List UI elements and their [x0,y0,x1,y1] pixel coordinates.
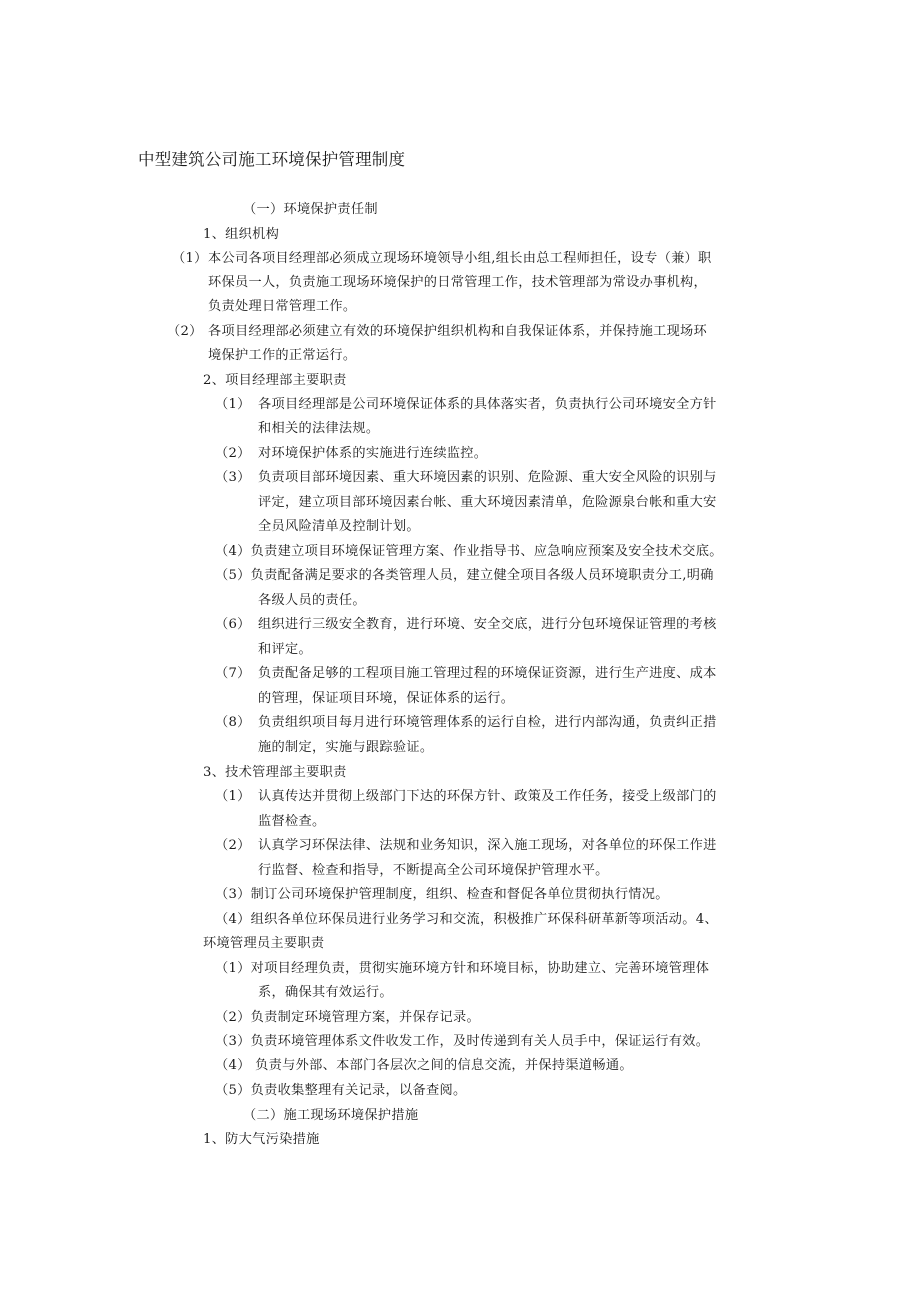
paragraph-line: （5）负责收集整理有关记录，以备查阅。 [215,1083,467,1098]
paragraph-line: 环保员一人，负责施工现场环境保护的日常管理工作，技术管理部为常设办事机构， [208,275,708,290]
page-title: 中型建筑公司施工环境保护管理制度 [138,150,406,169]
paragraph-line: （4）负责建立项目环境保证管理方案、作业指导书、应急响应预案及安全技术交底。 [215,544,723,559]
paragraph-line: 各项目经理部必须建立有效的环境保护组织机构和自我保证体系，并保持施工现场环 [208,324,708,339]
paragraph-line: 各级人员的责任。 [258,593,366,608]
paragraph-line: 认真学习环保法律、法规和业务知识，深入施工现场，对各单位的环保工作进 [258,838,717,853]
paragraph-line: 组织进行三级安全教育，进行环境、安全交底，进行分包环境保证管理的考核 [258,617,717,632]
subsection-heading: 3、技术管理部主要职责 [203,765,347,780]
paragraph-line: 负责配备足够的工程项目施工管理过程的环境保证资源，进行生产进度、成本 [258,666,717,681]
subsection-heading: 1、组织机构 [203,227,280,242]
paragraph-line: （4） 负责与外部、本部门各层次之间的信息交流，并保持渠道畅通。 [215,1058,633,1073]
item-marker: （1） [215,789,251,804]
paragraph-line: （1）对项目经理负责，贯彻实施环境方针和环境目标，协助建立、完善环境管理体 [215,961,710,976]
subsection-heading: 环境管理员主要职责 [203,936,325,951]
paragraph-line: 各项目经理部是公司环境保证体系的具体落实者，负责执行公司环境安全方针 [258,397,717,412]
paragraph-line: 和相关的法律法规。 [258,421,380,436]
item-marker: （6） [215,617,251,632]
section-heading: （一）环境保护责任制 [243,202,378,217]
subsection-heading: 2、项目经理部主要职责 [203,373,347,388]
item-marker: （2） [215,838,251,853]
section-heading: （二）施工现场环境保护措施 [243,1108,419,1123]
paragraph-line: 负责组织项目每月进行环境管理体系的运行自检，进行内部沟通，负责纠正措 [258,715,717,730]
paragraph-line: 负责项目部环境因素、重大环境因素的识别、危险源、重大安全风险的识别与 [258,470,717,485]
item-marker: （3） [215,470,251,485]
paragraph-line: 系，确保其有效运行。 [258,985,393,1000]
paragraph-line: （3）负责环境管理体系文件收发工作，及时传递到有关人员手中，保证运行有效。 [215,1034,710,1049]
paragraph-line: 施的制定，实施与跟踪验证。 [258,740,434,755]
paragraph-line: （5）负责配备满足要求的各类管理人员，建立健全项目各级人员环境职责分工,明确 [215,568,714,583]
item-marker: （8） [215,715,251,730]
item-marker: （2） [167,324,203,339]
paragraph-line: 的管理，保证项目环境，保证体系的运行。 [258,691,515,706]
item-marker: （1） [215,397,251,412]
paragraph-line: 监督检查。 [258,814,326,829]
item-marker: （2） [215,446,251,461]
paragraph-line: 全员风险清单及控制计划。 [258,519,420,534]
subsection-heading: 1、防大气污染措施 [203,1132,320,1147]
paragraph-line: 对环境保护体系的实施进行连续监控。 [258,446,488,461]
item-marker: （7） [215,666,251,681]
paragraph-line: 负责处理日常管理工作。 [208,299,357,314]
paragraph-line: 和评定。 [258,642,312,657]
paragraph-line: （2）负责制定环境管理方案，并保存记录。 [215,1010,480,1025]
paragraph-line: （3）制订公司环境保护管理制度，组织、检查和督促各单位贯彻执行情况。 [215,887,669,902]
paragraph-line: 认真传达并贯彻上级部门下达的环保方针、政策及工作任务，接受上级部门的 [258,789,717,804]
paragraph-line: 本公司各项目经理部必须成立现场环境领导小组,组长由总工程师担任，设专（兼）职 [208,251,712,266]
paragraph-line: 境保护工作的正常运行。 [208,348,357,363]
paragraph-line: 行监督、检查和指导，不断提高全公司环境保护管理水平。 [258,863,609,878]
item-marker: （1） [172,251,208,266]
paragraph-line: （4）组织各单位环保员进行业务学习和交流，积极推广环保科研革新等项活动。4、 [215,912,718,927]
paragraph-line: 评定，建立项目部环境因素台帐、重大环境因素清单，危险源泉台帐和重大安 [258,495,717,510]
